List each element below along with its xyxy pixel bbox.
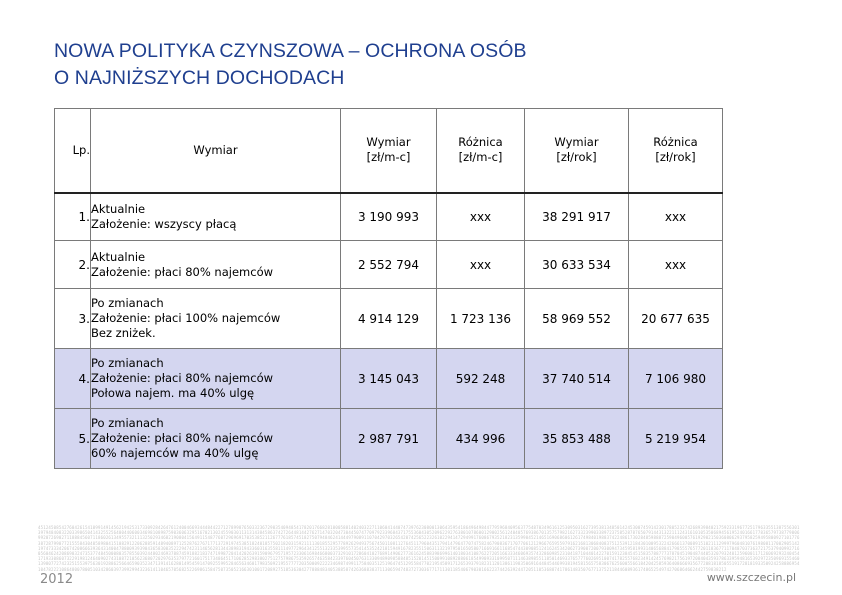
cell-roznica-yearly: 20 677 635 (629, 289, 723, 349)
row-description (91, 193, 341, 241)
row-description-line: Po zmianach (91, 416, 164, 430)
row-description-line: Założenie: płaci 80% najemców (91, 431, 274, 445)
row-description-line: Założenie: wszyscy płacą (91, 216, 237, 231)
row-number: 5. (55, 409, 91, 469)
cell-roznica-yearly: xxx (629, 193, 723, 241)
header-roznica-monthly-label: Różnica (458, 135, 503, 150)
footer-year: 2012 (40, 572, 74, 587)
cell-wymiar-yearly: 37 740 514 (525, 349, 629, 409)
row-number: 1. (55, 193, 91, 241)
table-row-highlighted (55, 349, 723, 409)
header-wymiar-yearly (525, 109, 629, 193)
row-description-line: Po zmianach (91, 296, 164, 310)
row-description-line: Założenie: płaci 80% najemców (91, 264, 274, 279)
row-number: 3. (55, 289, 91, 349)
slide-title-line-1: NOWA POLITYKA CZYNSZOWA – OCHRONA OSÓB (54, 40, 527, 62)
table-row-highlighted (55, 409, 723, 469)
cell-wymiar-yearly: 38 291 917 (525, 193, 629, 241)
footer-decorative-digit-pattern: 45124508542760426154109914914562194253173309284264761240046693444844227127899876503323672903540948541782017668281000588140240322711060414407473976230800130643595418649649844779596840956377548703496161253095031627395381348501424530074591423017805232742689398402175923319677251796335513875563013979484083220339865041432552564004406003469810898759036063295167021302455903011313143845863742726448144276271470320473044507477097923396843717553604305209622927638010786001290025612404057693867013575798216273323990338972375852878765079144313221112431610105350689456195240166177836579738779006992072690271188845607118602613495573211132502934682190804156491154877607296969170353852112677761857451827507948462414449790891107042970326542074256522326102294147294991760867935218231359904521465169068606126174984019883742248617302848598887259049600576192902150360806293795825949580092710177638728799077215558430405898041510829122062885914894089712528762767177137291974538518240185750218203159211113018552957789262949375674501108112764511796043517941479647707475824679083671707706121296676595597916216813068408375125391218430100953224266613700891510211129997960481076198081170029051421974733342067420866639364314004788009393904365830035222947423114656281344389831943360316355811149772964341255132335399557354145352421815949167823551506311321979501650580716691661168547443090851241624534206273900720079300947345958199314065688417985557657720118367711704870373637217537940992716056046242086903247353774845000803578550392448024693788745918821837471998720414202639159096795719572330616984668003732910172860410276891490627736162458839869961401803410876227205166333460693574328609852310418710440142270159123845451583578877737870451904874405320793240125960011712606929324045417193308607322919812464090274310872105623680720297635379772160175173486451710628529838027512757986753592657463584233976045076313309489098588485152014515009910892880618549909331099507111463898551185014693376577760269510074178255768234914245769821756197208404359378633959481653929723509691554601398077274232515539756301928862566465903523471391416280149545914709255995284656346017983509219557777203500092222346987499117584035125196474512955847702195458917126539379182311201386119835069164484544699381945815657583067625600556618420425859364086669356772081818505519172818193350924258886954104782221086480078005103428603973992994323614110465705682522698615847507350521663010017208927518536304277888483405388587426368838371130659474837273036771711301185406790301662237442639244720511053688741786148350767713752118446089361748652549742706864662442759838212 (38, 525, 800, 572)
slide-title (54, 38, 754, 92)
header-wymiar-yearly-unit: [zł/rok] (556, 150, 597, 165)
cell-wymiar-yearly: 58 969 552 (525, 289, 629, 349)
row-number: 2. (55, 241, 91, 289)
cell-roznica-yearly: 7 106 980 (629, 349, 723, 409)
header-roznica-monthly (437, 109, 525, 193)
rent-comparison-table (54, 108, 723, 469)
header-roznica-monthly-unit: [zł/m-c] (458, 150, 503, 165)
table-row (55, 241, 723, 289)
cell-wymiar-yearly: 35 853 488 (525, 409, 629, 469)
header-wymiar-monthly-unit: [zł/m-c] (366, 150, 411, 165)
cell-roznica-yearly: xxx (629, 241, 723, 289)
cell-roznica-monthly: xxx (437, 241, 525, 289)
row-description (91, 289, 341, 349)
row-description-line: Po zmianach (91, 356, 164, 370)
cell-wymiar-monthly: 3 190 993 (341, 193, 437, 241)
row-description (91, 349, 341, 409)
cell-wymiar-yearly: 30 633 534 (525, 241, 629, 289)
table-row (55, 193, 723, 241)
table-row (55, 289, 723, 349)
header-wymiar-yearly-label: Wymiar (554, 135, 599, 150)
header-roznica-yearly (629, 109, 723, 193)
header-wymiar: Wymiar (91, 109, 341, 193)
header-roznica-yearly-unit: [zł/rok] (655, 150, 696, 165)
cell-wymiar-monthly: 2 987 791 (341, 409, 437, 469)
table-header-row (55, 109, 723, 193)
row-number: 4. (55, 349, 91, 409)
cell-roznica-monthly: 592 248 (437, 349, 525, 409)
row-description-line: Założenie: płaci 80% najemców (91, 371, 274, 385)
header-wymiar-monthly-label: Wymiar (366, 135, 411, 150)
cell-wymiar-monthly: 2 552 794 (341, 241, 437, 289)
row-description-line: 60% najemców ma 40% ulgę (91, 446, 259, 460)
header-roznica-yearly-label: Różnica (653, 135, 698, 150)
cell-roznica-yearly: 5 219 954 (629, 409, 723, 469)
header-lp: Lp. (55, 109, 91, 193)
cell-wymiar-monthly: 3 145 043 (341, 349, 437, 409)
row-description-line: Połowa najem. ma 40% ulgę (91, 386, 255, 400)
row-description-line: Założenie: płaci 100% najemców (91, 311, 281, 325)
cell-roznica-monthly: 1 723 136 (437, 289, 525, 349)
row-description (91, 409, 341, 469)
footer-website: www.szczecin.pl (706, 571, 796, 584)
cell-wymiar-monthly: 4 914 129 (341, 289, 437, 349)
row-description-line: Bez zniżek. (91, 326, 156, 340)
header-wymiar-monthly (341, 109, 437, 193)
slide-title-line-2: O NAJNIŻSZYCH DOCHODACH (54, 67, 345, 89)
cell-roznica-monthly: 434 996 (437, 409, 525, 469)
row-description-line: Aktualnie (91, 249, 146, 264)
row-description-line: Aktualnie (91, 201, 146, 216)
row-description (91, 241, 341, 289)
cell-roznica-monthly: xxx (437, 193, 525, 241)
